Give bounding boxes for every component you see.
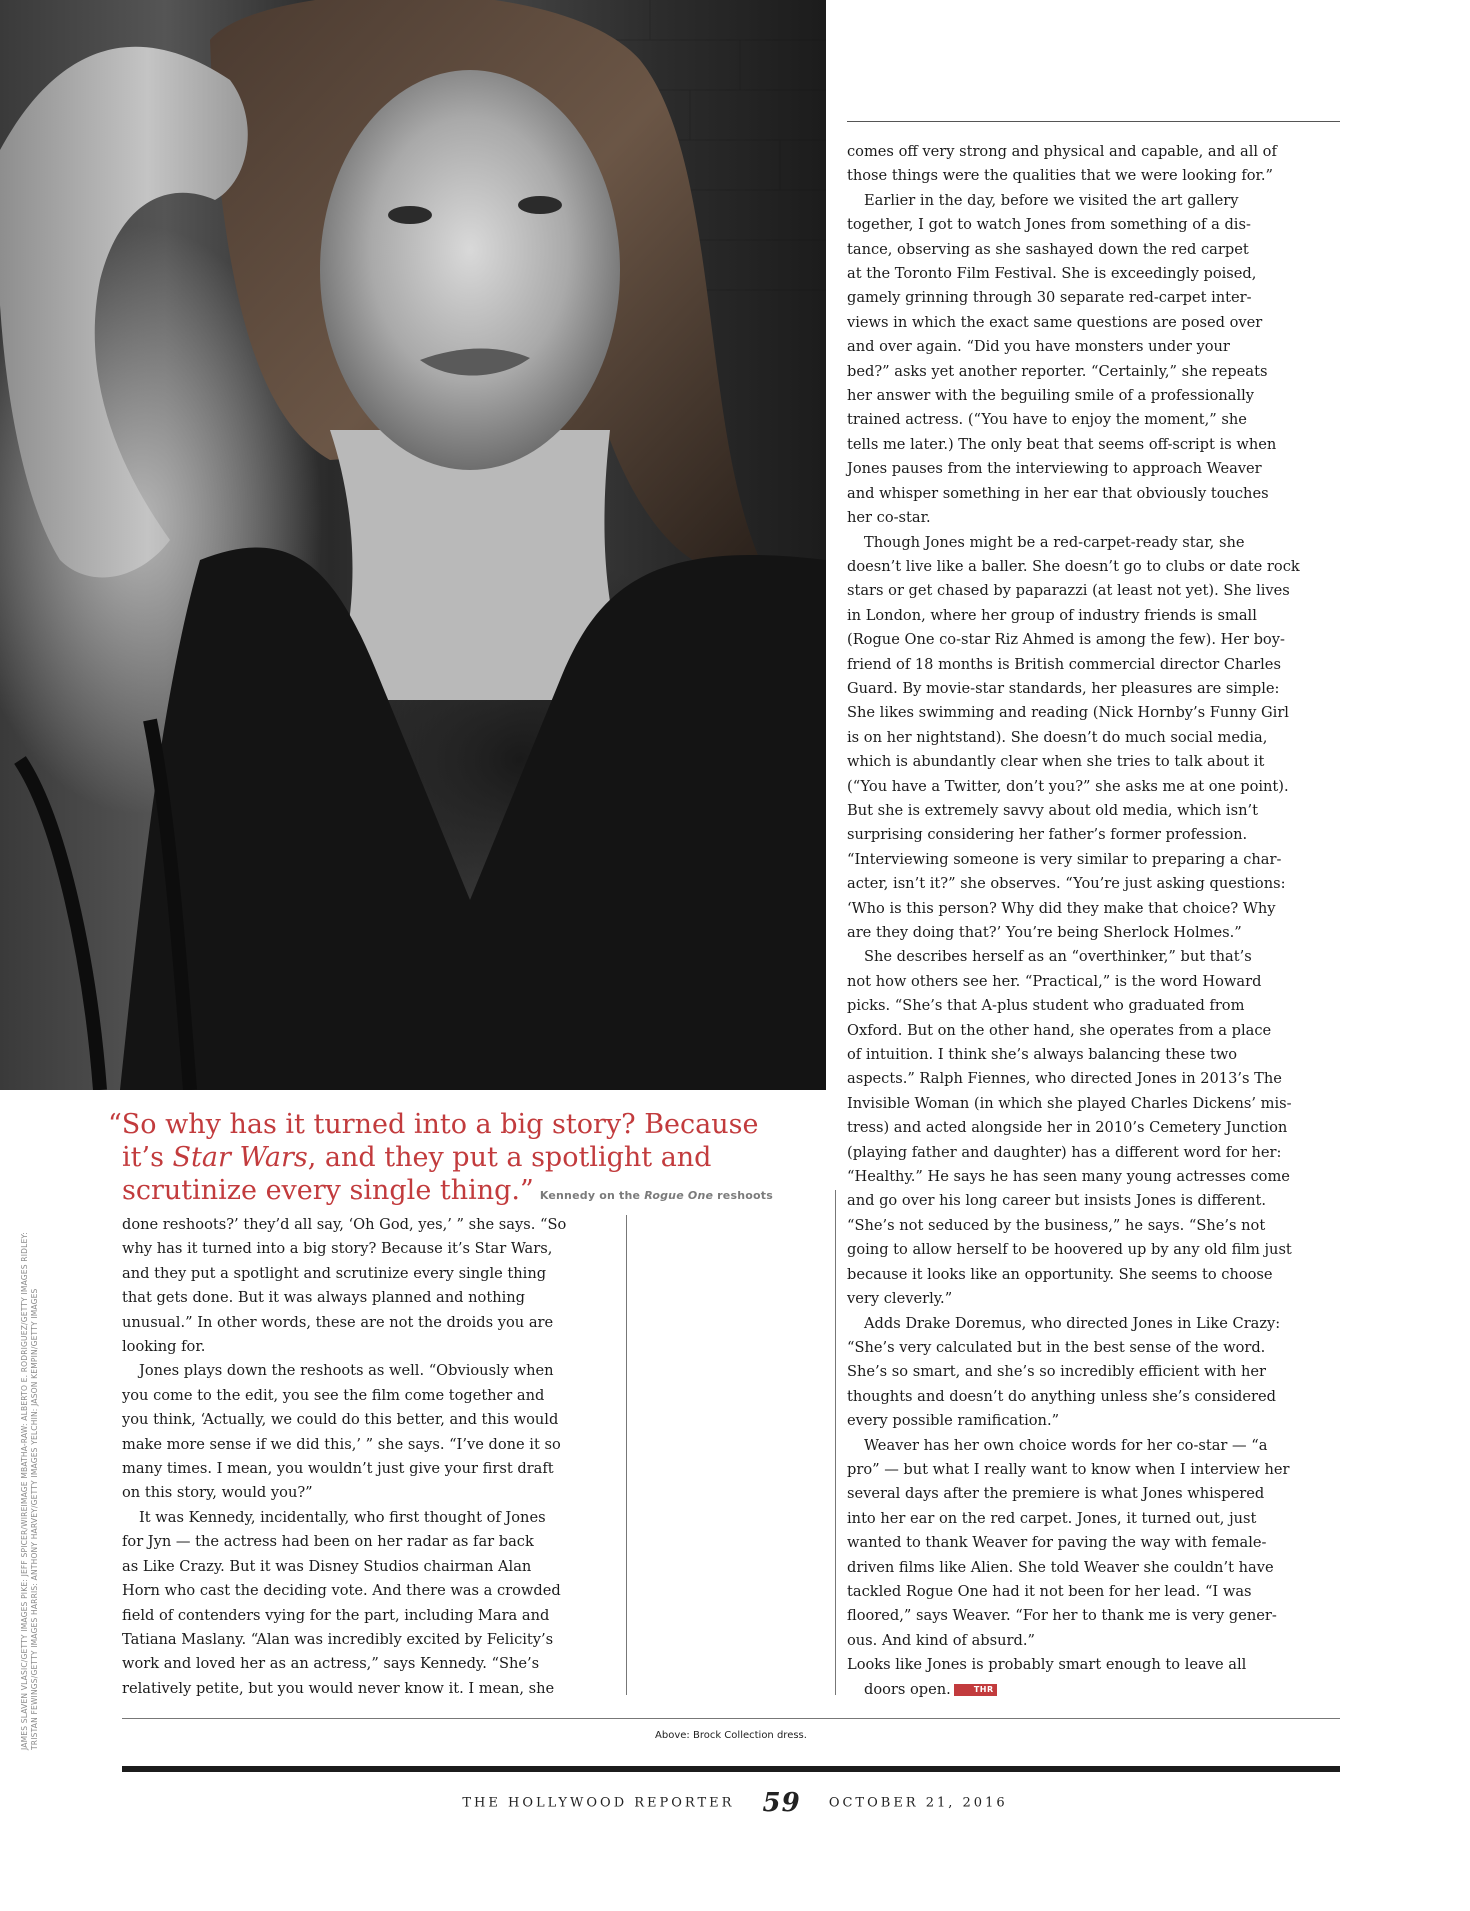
text-line: Weaver has her own choice words for her co-star — “a	[864, 1436, 1268, 1454]
end-mark-icon: THR	[954, 1684, 997, 1696]
text-line: unusual.” In other words, these are not the droids you are	[122, 1313, 554, 1331]
text-line: But she is extremely savvy about old media, which isn’t	[847, 801, 1258, 819]
text-line: Oxford. But on the other hand, she operates from a place	[847, 1021, 1272, 1039]
text-line: those things were the qualities that we were looking for.”	[847, 167, 1274, 185]
text-line: Guard. By movie-star standards, her pleasures are simple:	[847, 679, 1280, 697]
text-line: gamely grinning through 30 separate red-carpet inter-	[847, 289, 1252, 307]
photo-caption: Above: Brock Collection dress.	[655, 1730, 807, 1741]
text-line: and they put a spotlight and scrutinize every single thing	[122, 1264, 547, 1282]
text-line: very cleverly.”	[847, 1290, 953, 1308]
text-line: her co-star.	[847, 509, 931, 527]
bottom-rule	[122, 1718, 1340, 1719]
text-line: comes off very strong and physical and capable, and all of	[847, 143, 1277, 160]
text-line: are they doing that?’ You’re being Sherlock Holmes.”	[847, 924, 1242, 941]
text-line: and over again. “Did you have monsters under your	[847, 338, 1230, 356]
text-line: picks. “She’s that A-plus student who graduated from	[847, 997, 1245, 1015]
text-line: aspects.” Ralph Fiennes, who directed Jones in 2013’s The	[847, 1070, 1282, 1088]
text-line: thoughts and doesn’t do anything unless she’s considered	[847, 1387, 1276, 1405]
text-line: looking for.	[122, 1338, 206, 1356]
text-line: acter, isn’t it?” she observes. “You’re just asking questions:	[847, 875, 1286, 893]
text-line: you think, ‘Actually, we could do this better, and this would	[122, 1411, 559, 1429]
text-line: views in which the exact same questions are posed over	[847, 313, 1263, 331]
pull-quote-line: it’s Star Wars, and they put a spotlight and	[122, 1142, 712, 1173]
page-footer	[0, 1788, 1470, 1818]
text-line: tance, observing as she sashayed down the red carpet	[847, 240, 1249, 258]
text-line: (“You have a Twitter, don’t you?” she asks me at one point).	[847, 777, 1289, 795]
text-line: “Healthy.” He says he has seen many young actresses come	[847, 1168, 1290, 1186]
text-line: (Rogue One co-star Riz Ahmed is among the few). Her boy-	[847, 631, 1285, 649]
text-line: friend of 18 months is British commercial director Charles	[847, 655, 1281, 673]
top-rule	[847, 121, 1340, 122]
portrait-illustration	[0, 0, 826, 1090]
text-line: several days after the premiere is what Jones whispered	[847, 1485, 1265, 1503]
text-line: Horn who cast the deciding vote. And there was a crowded	[122, 1582, 561, 1600]
photo-credit: JAMES SLAVEN VLASIC/GETTY IMAGES PIKE: JEFF SPICER/WIREIMAGE MBATHA-RAW: ALBERTO E. RODRIGUEZ/GETTY IMAGES RIDLEY: TRISTAN FEWINGS/GETTY IMAGES HARRIS: ANTHONY HARVEY/GETTY IMAGES YELCHIN: JASON KEMPIN/GETTY IMAGES	[20, 1232, 39, 1750]
text-line: every possible ramification.”	[847, 1412, 1060, 1430]
text-line: “She’s not seduced by the business,” he says. “She’s not	[847, 1216, 1266, 1234]
text-line: wanted to thank Weaver for paving the way with female-	[847, 1534, 1267, 1552]
article-column-right	[847, 140, 1342, 1702]
text-line: work and loved her as an actress,” says Kennedy. “She’s	[122, 1655, 540, 1673]
text-line: going to allow herself to be hoovered up by any old film just	[847, 1241, 1292, 1259]
text-line: why has it turned into a big story? Because it’s Star Wars,	[122, 1240, 553, 1258]
text-line: make more sense if we did this,’ ” she says. “I’ve done it so	[122, 1435, 561, 1453]
text-line: you come to the edit, you see the film come together and	[122, 1386, 545, 1404]
text-line: on this story, would you?”	[122, 1484, 313, 1502]
text-line: surprising considering her father’s former profession.	[847, 826, 1248, 844]
text-line: floored,” says Weaver. “For her to thank me is very gener-	[847, 1607, 1277, 1625]
text-line: Jones pauses from the interviewing to approach Weaver	[847, 460, 1262, 478]
text-line: She likes swimming and reading (Nick Hornby’s Funny Girl	[847, 704, 1289, 722]
text-line: done reshoots?’ they’d all say, ‘Oh God, yes,’ ” she says. “So	[122, 1216, 567, 1233]
text-line: relatively petite, but you would never know it. I mean, she	[122, 1679, 555, 1697]
issue-date: OCTOBER 21, 2016	[828, 1795, 1008, 1811]
article-column-left	[122, 1213, 619, 1701]
text-line: doors open. THR	[847, 1678, 1342, 1702]
text-line: tells me later.) The only beat that seems off-script is when	[847, 435, 1277, 453]
text-line: tackled Rogue One had it not been for her lead. “I was	[847, 1582, 1252, 1600]
text-line: not how others see her. “Practical,” is the word Howard	[847, 972, 1262, 990]
text-line: It was Kennedy, incidentally, who first thought of Jones	[139, 1508, 546, 1526]
text-line: which is abundantly clear when she tries to talk about it	[847, 753, 1265, 771]
text-line: is on her nightstand). She doesn’t do much social media,	[847, 728, 1268, 746]
pull-quote-line: “So why has it turned into a big story? Because	[108, 1109, 759, 1140]
column-divider	[626, 1215, 627, 1695]
text-line: for Jyn — the actress had been on her radar as far back	[122, 1533, 534, 1551]
page-number: 59	[762, 1788, 801, 1818]
text-line: into her ear on the red carpet. Jones, it turned out, just	[847, 1509, 1257, 1527]
footer-rule	[122, 1766, 1340, 1772]
text-line: Adds Drake Doremus, who directed Jones in Like Crazy:	[864, 1314, 1281, 1332]
text-line: that gets done. But it was always planned and nothing	[122, 1289, 525, 1307]
text-line: ‘Who is this person? Why did they make that choice? Why	[847, 899, 1276, 917]
text-line: Tatiana Maslany. “Alan was incredibly excited by Felicity’s	[122, 1630, 554, 1648]
text-line: as Like Crazy. But it was Disney Studios chairman Alan	[122, 1557, 532, 1575]
text-line: ous. And kind of absurd.”	[847, 1631, 1035, 1649]
pull-quote-line: scrutinize every single thing.” Kennedy on the Rogue One reshoots	[122, 1175, 773, 1206]
text-line: Invisible Woman (in which she played Charles Dickens’ mis-	[847, 1094, 1292, 1112]
text-line: and go over his long career but insists Jones is different.	[847, 1192, 1266, 1210]
text-line: (playing father and daughter) has a different word for her:	[847, 1143, 1282, 1161]
text-line: “Interviewing someone is very similar to preparing a char-	[847, 850, 1282, 868]
text-line: tress) and acted alongside her in 2010’s Cemetery Junction	[847, 1119, 1288, 1137]
publication-name: THE HOLLYWOOD REPORTER	[462, 1795, 735, 1811]
text-line: at the Toronto Film Festival. She is exceedingly poised,	[847, 265, 1257, 283]
text-line: in London, where her group of industry friends is small	[847, 606, 1257, 624]
text-line: Earlier in the day, before we visited the art gallery	[864, 191, 1239, 209]
pull-quote-attribution: Kennedy on the Rogue One reshoots	[539, 1189, 773, 1202]
text-line: because it looks like an opportunity. She seems to choose	[847, 1265, 1273, 1283]
pull-quote-title: Star Wars	[172, 1142, 308, 1173]
text-line: together, I got to watch Jones from something of a dis-	[847, 216, 1251, 234]
text-line: field of contenders vying for the part, including Mara and	[122, 1606, 550, 1624]
text-line: Though Jones might be a red-carpet-ready star, she	[864, 533, 1245, 551]
text-line: She describes herself as an “overthinker,” but that’s	[864, 948, 1252, 966]
text-line: driven films like Alien. She told Weaver she couldn’t have	[847, 1558, 1274, 1576]
pull-quote	[108, 1108, 788, 1212]
text-line: Looks like Jones is probably smart enough to leave all	[847, 1656, 1247, 1674]
text-line: She’s so smart, and she’s so incredibly efficient with her	[847, 1363, 1267, 1381]
text-line: doesn’t live like a baller. She doesn’t go to clubs or date rock	[847, 557, 1300, 575]
text-line: “She’s very calculated but in the best sense of the word.	[847, 1338, 1266, 1356]
text-line: Jones plays down the reshoots as well. “Obviously when	[139, 1362, 554, 1380]
column-divider	[835, 1190, 836, 1695]
text-line: and whisper something in her ear that obviously touches	[847, 484, 1269, 502]
text-line: of intuition. I think she’s always balancing these two	[847, 1046, 1238, 1064]
text-line: bed?” asks yet another reporter. “Certainly,” she repeats	[847, 362, 1268, 380]
text-line: stars or get chased by paparazzi (at least not yet). She lives	[847, 582, 1290, 600]
text-line: her answer with the beguiling smile of a professionally	[847, 387, 1255, 405]
portrait-photo	[0, 0, 826, 1090]
text-line: many times. I mean, you wouldn’t just give your first draft	[122, 1460, 554, 1478]
text-line: trained actress. (“You have to enjoy the moment,” she	[847, 411, 1247, 429]
text-line: pro” — but what I really want to know when I interview her	[847, 1460, 1290, 1478]
